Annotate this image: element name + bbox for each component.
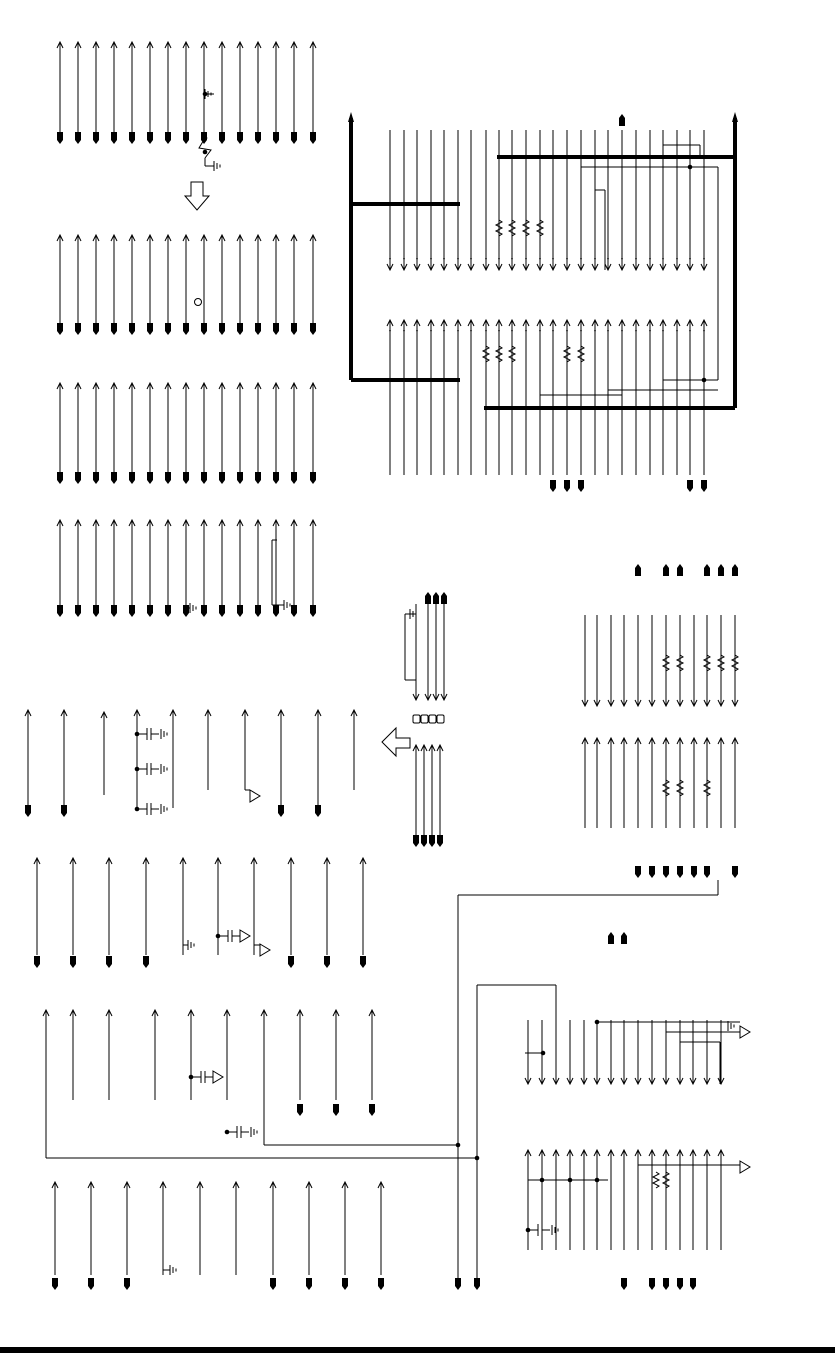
terminal-plug-icon xyxy=(663,866,669,878)
terminal-plug-icon xyxy=(342,1278,348,1290)
terminal-plug-icon xyxy=(310,605,316,617)
connector-pin-icon xyxy=(413,715,420,723)
terminal-plug-icon xyxy=(70,956,76,968)
signal-flag-icon xyxy=(260,944,270,956)
terminal-plug-icon xyxy=(441,592,447,604)
junction-dot xyxy=(540,1178,545,1183)
terminal-plug-icon xyxy=(663,1278,669,1290)
terminal-plug-icon xyxy=(649,866,655,878)
terminal-plug-icon xyxy=(57,605,63,617)
test-point-icon xyxy=(195,299,202,306)
resistor-icon xyxy=(653,1172,659,1188)
terminal-plug-icon xyxy=(201,472,207,484)
terminal-plug-icon xyxy=(183,605,189,617)
terminal-plug-icon xyxy=(57,472,63,484)
terminal-plug-icon xyxy=(291,605,297,617)
terminal-plug-icon xyxy=(255,605,261,617)
down-arrow-indicator-icon xyxy=(185,182,209,210)
terminal-plug-icon xyxy=(550,480,556,492)
signal-flag-icon xyxy=(740,1026,750,1038)
terminal-plug-icon xyxy=(57,132,63,144)
terminal-plug-icon xyxy=(564,480,570,492)
terminal-plug-icon xyxy=(704,866,710,878)
capacitor-icon xyxy=(137,728,159,740)
terminal-plug-icon xyxy=(732,866,738,878)
ground-icon xyxy=(552,1225,558,1235)
terminal-plug-icon xyxy=(297,1104,303,1116)
terminal-plug-icon xyxy=(288,956,294,968)
ground-icon xyxy=(188,940,194,950)
terminal-plug-icon xyxy=(237,323,243,335)
terminal-plug-icon xyxy=(687,480,693,492)
terminal-plug-icon xyxy=(474,1278,480,1290)
terminal-plug-icon xyxy=(690,1278,696,1290)
terminal-plug-icon xyxy=(75,323,81,335)
terminal-plug-icon xyxy=(255,472,261,484)
capacitor-icon xyxy=(528,1224,550,1236)
terminal-plug-icon xyxy=(183,132,189,144)
terminal-plug-icon xyxy=(369,1104,375,1116)
connector-pin-icon xyxy=(437,715,444,723)
terminal-plug-icon xyxy=(255,132,261,144)
terminal-plug-icon xyxy=(111,323,117,335)
capacitor-icon xyxy=(227,1126,249,1138)
terminal-plug-icon xyxy=(165,132,171,144)
capacitor-icon xyxy=(137,763,159,775)
terminal-plug-icon xyxy=(635,866,641,878)
terminal-plug-icon xyxy=(677,564,683,576)
terminal-plug-icon xyxy=(333,1104,339,1116)
insert-arrow-icon xyxy=(382,728,410,756)
signal-flag-icon xyxy=(740,1161,750,1173)
terminal-plug-icon xyxy=(635,564,641,576)
terminal-plug-icon xyxy=(310,132,316,144)
junction-dot xyxy=(595,1020,600,1025)
terminal-plug-icon xyxy=(291,132,297,144)
terminal-plug-icon xyxy=(219,605,225,617)
terminal-plug-icon xyxy=(425,592,431,604)
terminal-plug-icon xyxy=(324,956,330,968)
terminal-plug-icon xyxy=(621,932,627,944)
terminal-plug-icon xyxy=(718,564,724,576)
ground-icon xyxy=(170,1265,176,1275)
terminal-plug-icon xyxy=(61,805,67,817)
terminal-plug-icon xyxy=(273,605,279,617)
terminal-plug-icon xyxy=(219,132,225,144)
terminal-plug-icon xyxy=(57,323,63,335)
terminal-plug-icon xyxy=(310,472,316,484)
terminal-plug-icon xyxy=(732,564,738,576)
terminal-plug-icon xyxy=(129,323,135,335)
terminal-plug-icon xyxy=(129,132,135,144)
terminal-plug-icon xyxy=(75,605,81,617)
terminal-plug-icon xyxy=(608,932,614,944)
terminal-plug-icon xyxy=(165,323,171,335)
wire-layer xyxy=(28,42,740,1278)
terminal-plug-icon xyxy=(273,132,279,144)
terminal-plug-icon xyxy=(201,605,207,617)
junction-dot xyxy=(688,165,693,170)
component-layer xyxy=(25,42,750,1290)
terminal-plug-icon xyxy=(315,805,321,817)
terminal-plug-icon xyxy=(621,1278,627,1290)
junction-dot xyxy=(203,92,208,97)
junction-dot xyxy=(541,1051,546,1056)
signal-flag-icon xyxy=(250,790,260,802)
ground-icon xyxy=(251,1127,257,1137)
terminal-plug-icon xyxy=(165,605,171,617)
junction-dot xyxy=(456,1143,461,1148)
terminal-plug-icon xyxy=(111,132,117,144)
connector-pin-icon xyxy=(421,715,428,723)
ground-icon xyxy=(190,603,196,613)
ground-icon xyxy=(214,161,220,171)
terminal-plug-icon xyxy=(75,132,81,144)
page-bottom-rule xyxy=(0,1347,835,1353)
arrow-up-icon xyxy=(732,112,738,122)
terminal-plug-icon xyxy=(291,323,297,335)
terminal-plug-icon xyxy=(691,866,697,878)
terminal-plug-icon xyxy=(291,472,297,484)
terminal-plug-icon xyxy=(237,132,243,144)
ground-icon xyxy=(161,764,167,774)
terminal-plug-icon xyxy=(237,472,243,484)
terminal-plug-icon xyxy=(147,132,153,144)
terminal-plug-icon xyxy=(88,1278,94,1290)
signal-flag-icon xyxy=(213,1071,223,1083)
terminal-plug-icon xyxy=(237,605,243,617)
terminal-plug-icon xyxy=(306,1278,312,1290)
junction-dot xyxy=(203,136,208,141)
capacitor-icon xyxy=(218,930,240,942)
terminal-plug-icon xyxy=(75,472,81,484)
terminal-plug-icon xyxy=(278,805,284,817)
terminal-plug-icon xyxy=(649,1278,655,1290)
terminal-plug-icon xyxy=(93,323,99,335)
terminal-plug-icon xyxy=(270,1278,276,1290)
junction-dot xyxy=(475,1156,480,1161)
terminal-plug-icon xyxy=(25,805,31,817)
terminal-plug-icon xyxy=(378,1278,384,1290)
signal-flag-icon xyxy=(240,930,250,942)
terminal-plug-icon xyxy=(147,472,153,484)
terminal-plug-icon xyxy=(437,835,443,847)
terminal-plug-icon xyxy=(310,323,316,335)
terminal-plug-icon xyxy=(52,1278,58,1290)
capacitor-icon xyxy=(137,803,159,815)
terminal-plug-icon xyxy=(183,323,189,335)
ground-icon xyxy=(284,600,290,610)
terminal-plug-icon xyxy=(124,1278,130,1290)
junction-dot xyxy=(702,378,707,383)
terminal-plug-icon xyxy=(219,323,225,335)
terminal-plug-icon xyxy=(147,323,153,335)
terminal-plug-icon xyxy=(360,956,366,968)
terminal-plug-icon xyxy=(147,605,153,617)
terminal-plug-icon xyxy=(129,605,135,617)
terminal-plug-icon xyxy=(455,1278,461,1290)
terminal-plug-icon xyxy=(111,605,117,617)
terminal-plug-icon xyxy=(93,472,99,484)
capacitor-icon xyxy=(191,1071,213,1083)
terminal-plug-icon xyxy=(429,835,435,847)
junction-dot xyxy=(595,1178,600,1183)
terminal-plug-icon xyxy=(143,956,149,968)
terminal-plug-icon xyxy=(619,114,625,126)
terminal-plug-icon xyxy=(111,472,117,484)
junction-dot xyxy=(203,150,208,155)
terminal-plug-icon xyxy=(273,472,279,484)
connector-pin-icon xyxy=(429,715,436,723)
terminal-plug-icon xyxy=(413,835,419,847)
terminal-plug-icon xyxy=(433,592,439,604)
terminal-plug-icon xyxy=(93,132,99,144)
terminal-plug-icon xyxy=(34,956,40,968)
ground-icon xyxy=(161,729,167,739)
terminal-plug-icon xyxy=(129,472,135,484)
terminal-plug-icon xyxy=(255,323,261,335)
terminal-plug-icon xyxy=(677,1278,683,1290)
terminal-plug-icon xyxy=(106,956,112,968)
terminal-plug-icon xyxy=(165,472,171,484)
terminal-plug-icon xyxy=(183,472,189,484)
terminal-plug-icon xyxy=(663,564,669,576)
junction-dot xyxy=(568,1178,573,1183)
terminal-plug-icon xyxy=(701,480,707,492)
terminal-plug-icon xyxy=(677,866,683,878)
terminal-plug-icon xyxy=(273,323,279,335)
terminal-plug-icon xyxy=(201,323,207,335)
arrow-up-icon xyxy=(348,112,354,122)
terminal-plug-icon xyxy=(578,480,584,492)
ground-icon xyxy=(161,804,167,814)
terminal-plug-icon xyxy=(219,472,225,484)
terminal-plug-icon xyxy=(93,605,99,617)
terminal-plug-icon xyxy=(421,835,427,847)
terminal-plug-icon xyxy=(704,564,710,576)
